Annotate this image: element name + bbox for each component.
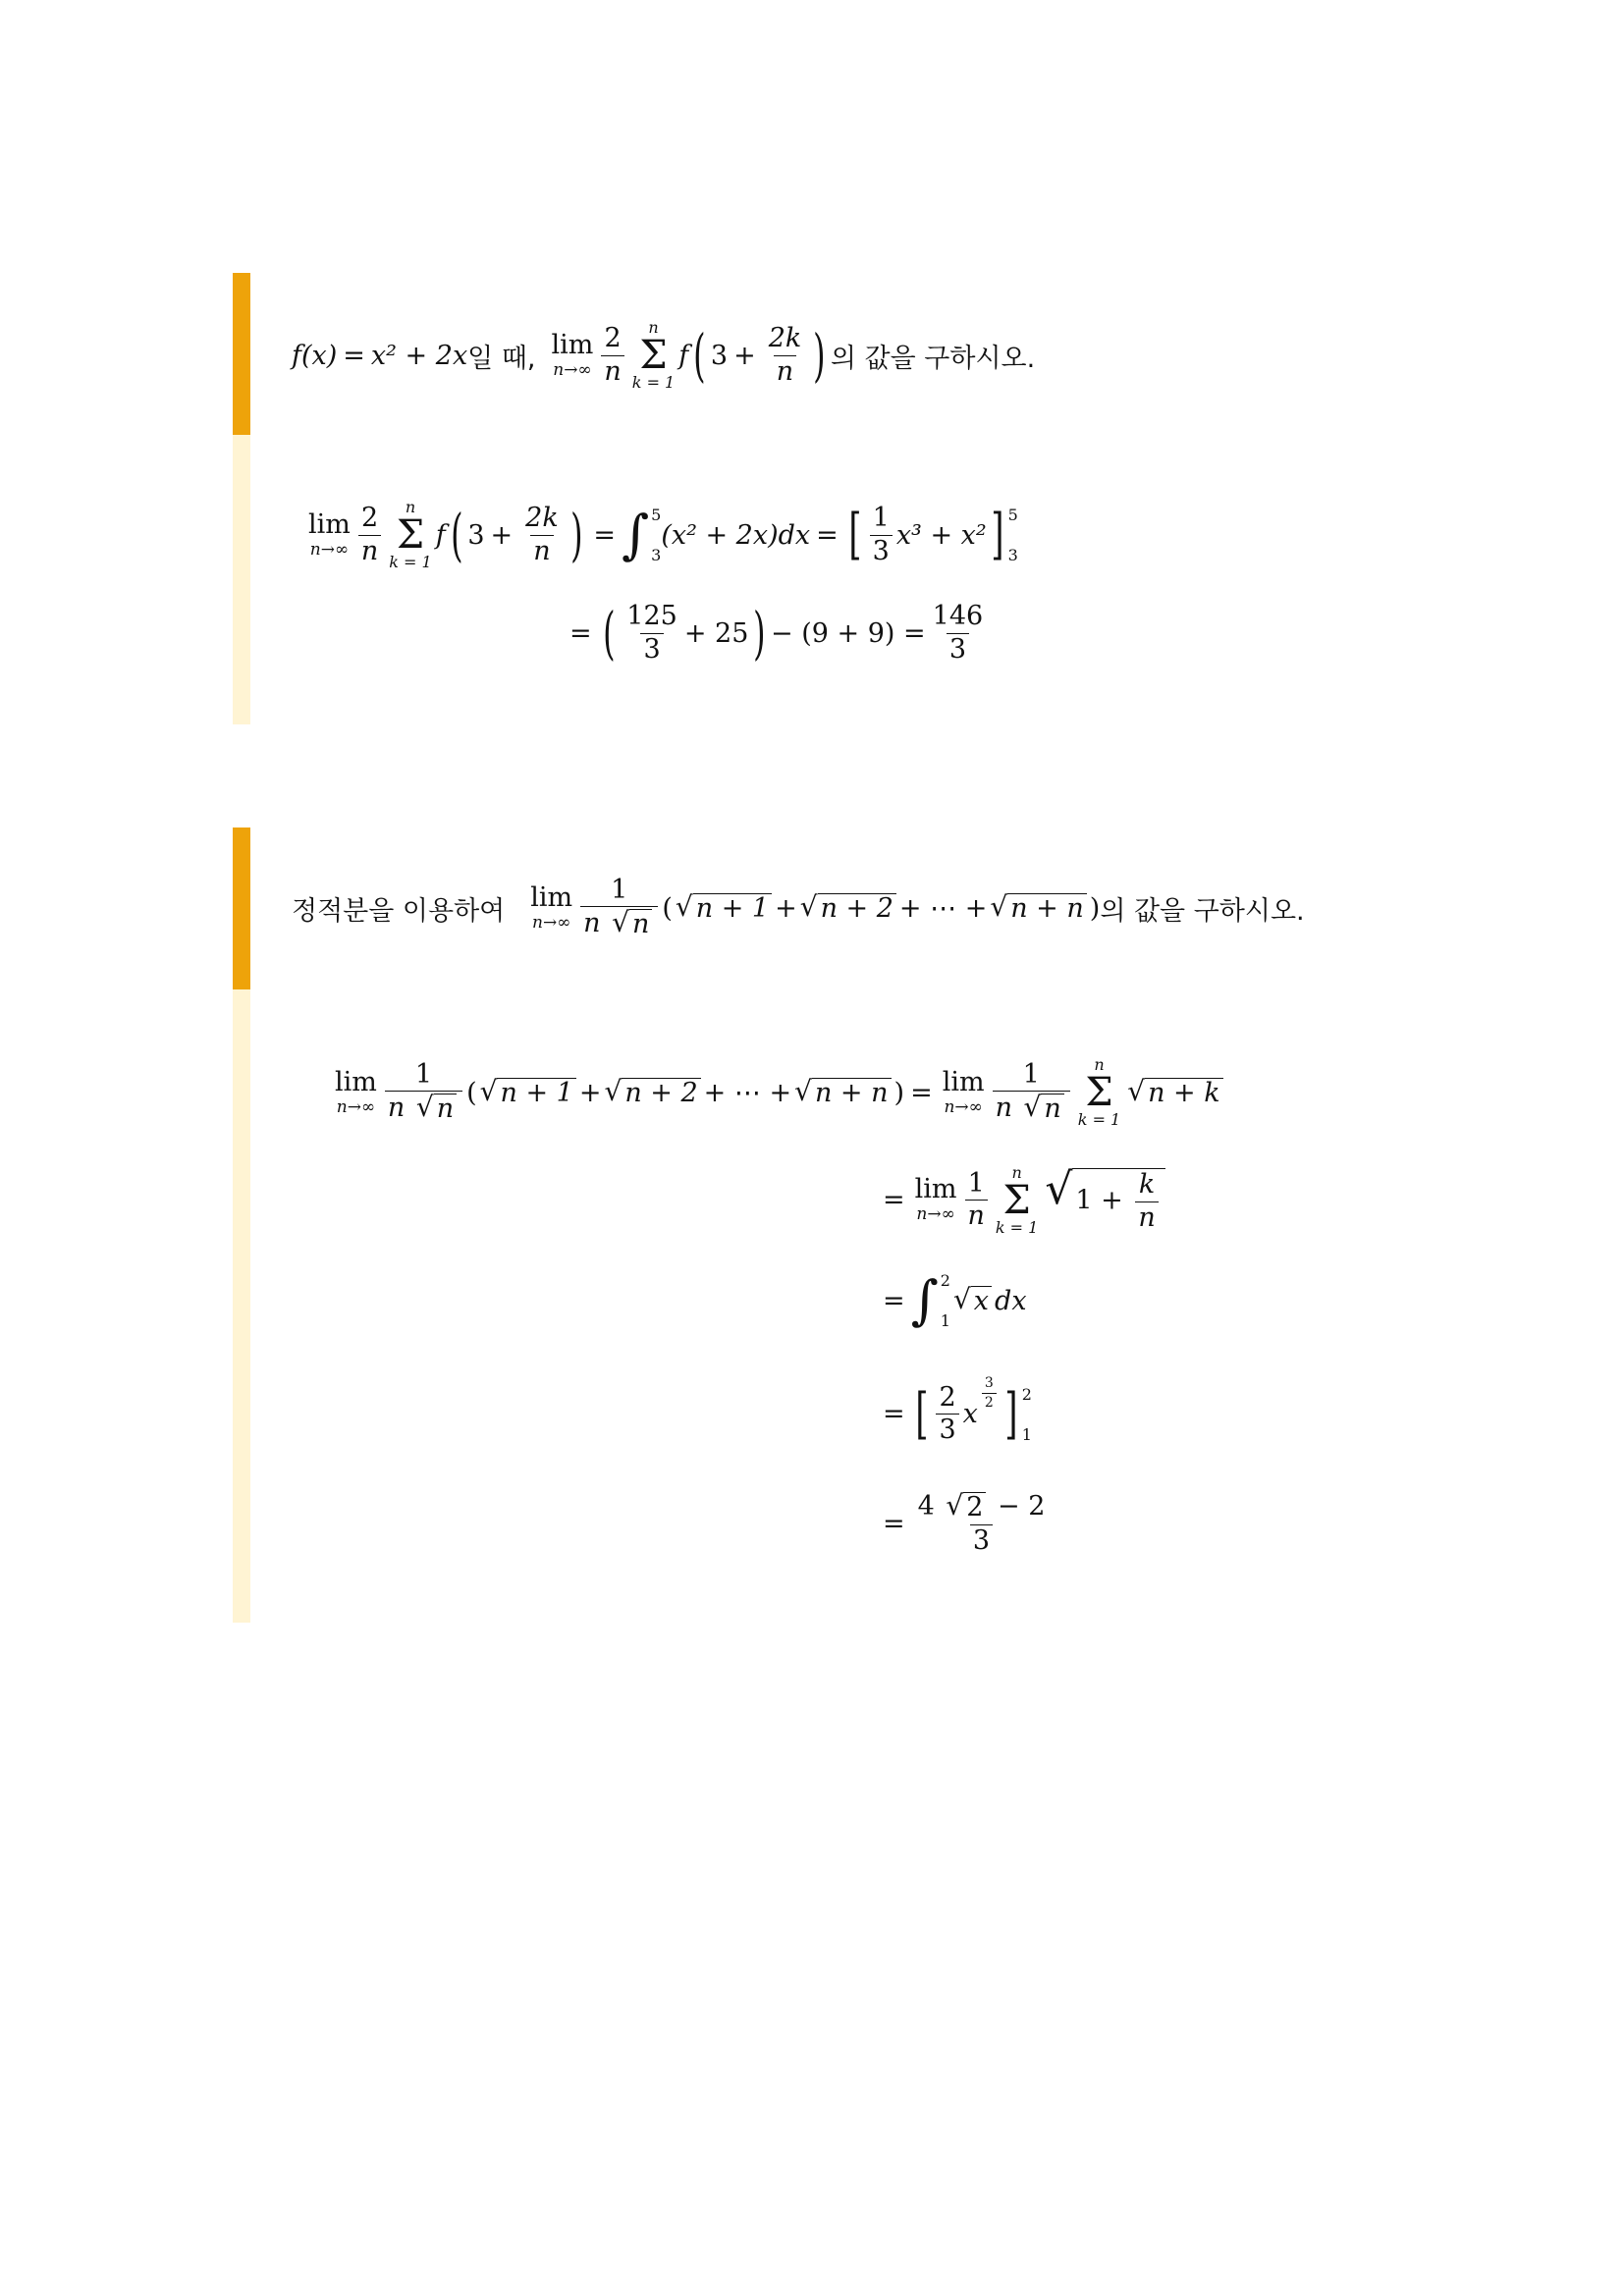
problem1-question: f(x) = x² + 2x 일 때, lim n→∞ $\frac{2}{n}$ n Σ k = 1 f ( 3 + $\frac{2k}{n}$ ) 의 값을 구하시오. bbox=[292, 318, 1036, 392]
arg-fraction: $\frac{2k}{n}$ bbox=[525, 503, 559, 566]
coef-fraction: $\frac{1}{n}$ bbox=[965, 1170, 988, 1231]
lim: lim n→∞ bbox=[914, 1174, 957, 1224]
integrand: (x² + 2x)dx bbox=[661, 519, 811, 551]
coef-fraction: 1 n √ n bbox=[993, 1061, 1070, 1124]
problem1-solution-bar bbox=[233, 435, 250, 724]
sum: n Σ k = 1 bbox=[631, 318, 676, 392]
problem2-solution-line5: = 4 √ 2 − 2 3 bbox=[877, 1487, 1052, 1561]
problem1-solution-line2: = ( $\frac{125}{3}$ + 25 ) − (9 + 9) = $\frac{146}{3}$ bbox=[564, 594, 990, 672]
problem1-solution-line1: lim n→∞ $\frac{2}{n}$ n Σ k = 1 f ( 3 + $\frac{2k}{n}$ ) = ∫ 5 3 (x² + 2x)dx = [ $\frac{1}{3}$ x³ + x² ] 5 3 bbox=[308, 498, 1018, 571]
problem2-solution-line1: lim n→∞ 1 n √ n ( √ n + 1 + √ n + 2 + ⋯ + √ n + n ) = lim n→∞ 1 n √ n n Σ k = 1 √ n + k bbox=[331, 1048, 1226, 1137]
problem2-solution-line2: = lim n→∞ $\frac{1}{n}$ n Σ k = 1 √ 1 + $\frac{k}{n}$ bbox=[877, 1153, 1168, 1247]
coef-fraction: 1 n √ n bbox=[385, 1061, 462, 1124]
integral: ∫ 2 1 bbox=[910, 1269, 950, 1331]
lim: lim n→∞ bbox=[530, 881, 573, 933]
problem2-solution-line3: = ∫ 2 1 √ x dx bbox=[883, 1269, 1027, 1331]
question-text-1: 일 때, bbox=[467, 343, 536, 374]
step2-add: + 25 bbox=[683, 617, 749, 649]
anti-fraction: $\frac{1}{3}$ bbox=[870, 505, 893, 565]
lim: lim n→∞ bbox=[551, 329, 594, 380]
problem2-solution-line4: = [ $\frac{2}{3}$ x $\frac{3}{2}$ ] 2 1 bbox=[883, 1375, 1032, 1446]
problem1-accent-bar bbox=[233, 273, 250, 435]
question-expr: x² + 2x bbox=[370, 340, 468, 371]
step2-sub: − (9 + 9) = bbox=[771, 617, 926, 649]
question-text-2: 의 값을 구하시오. bbox=[830, 343, 1036, 374]
lim: lim n→∞ bbox=[942, 1066, 985, 1117]
question-fx: f(x) bbox=[292, 340, 338, 371]
bracket-limits: 5 3 bbox=[1007, 506, 1018, 564]
sum: n Σ k = 1 bbox=[995, 1162, 1039, 1237]
lim: lim n→∞ bbox=[335, 1066, 377, 1117]
equals: = bbox=[343, 340, 365, 371]
result-fraction: $\frac{146}{3}$ bbox=[932, 601, 984, 665]
question-text-2: 의 값을 구하시오. bbox=[1100, 895, 1305, 927]
problem2-question: 정적분을 이용하여 lim n→∞ 1 n √ n ( √ n + 1 + √ n + 2 + ⋯ + √ n + n ) 의 값을 구하시오. bbox=[292, 874, 1305, 940]
lim: lim n→∞ bbox=[308, 508, 351, 560]
coef-fraction: 1 n √ n bbox=[580, 877, 658, 939]
question-text-1: 정적분을 이용하여 bbox=[292, 895, 506, 927]
final-fraction: 4 √ 2 − 2 3 bbox=[917, 1489, 1046, 1557]
step2-fraction: $\frac{125}{3}$ bbox=[626, 601, 677, 665]
integral: ∫ 5 3 bbox=[621, 504, 662, 565]
sum: n Σ k = 1 bbox=[1077, 1055, 1121, 1129]
arg-fraction: $\frac{2k}{n}$ bbox=[768, 323, 802, 387]
problem2-accent-bar bbox=[233, 828, 250, 989]
sum: n Σ k = 1 bbox=[389, 498, 432, 571]
anti-rest: x³ + x² bbox=[895, 519, 987, 551]
coef-fraction: $\frac{2}{n}$ bbox=[358, 505, 381, 565]
problem2-solution-bar bbox=[233, 989, 250, 1623]
anti-fraction: $\frac{2}{3}$ bbox=[936, 1384, 958, 1445]
coef-fraction: $\frac{2}{n}$ bbox=[601, 325, 623, 386]
